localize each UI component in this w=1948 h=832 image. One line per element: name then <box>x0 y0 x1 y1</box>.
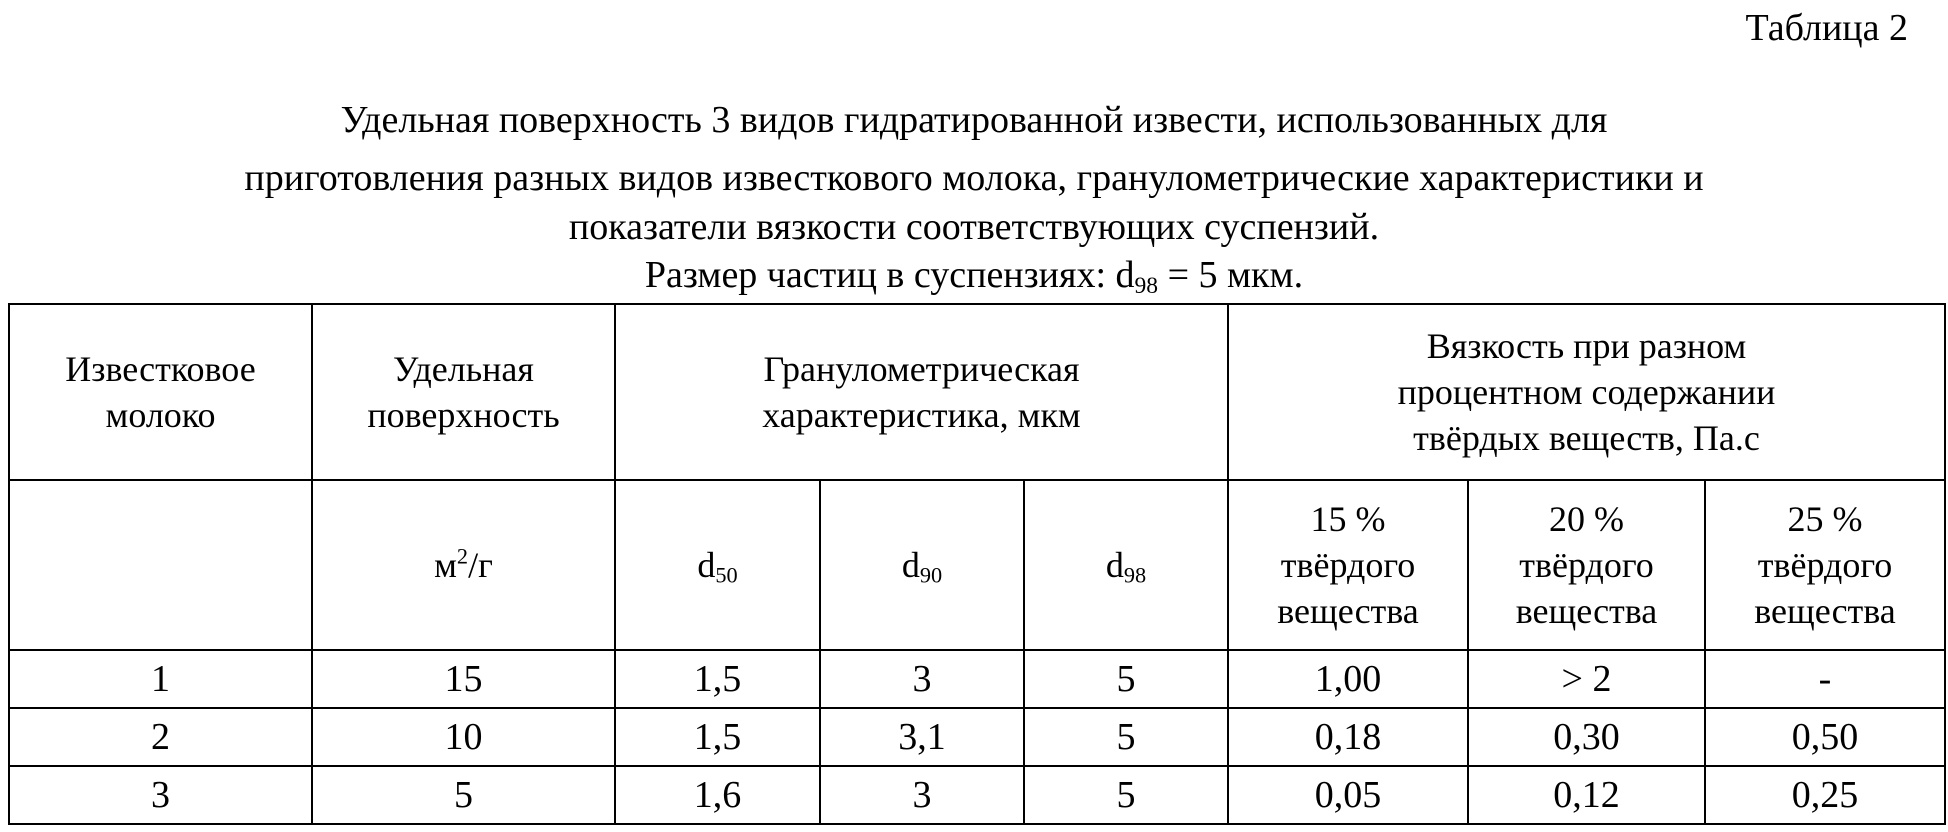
cell-milk: 3 <box>9 766 312 824</box>
header-row <box>9 304 1945 480</box>
cell-d98: 5 <box>1024 650 1228 708</box>
cell-v15: 0,05 <box>1228 766 1468 824</box>
subheader-row <box>9 480 1945 650</box>
v25-line-3: вещества <box>1754 591 1896 631</box>
caption-line-3: показатели вязкости соответствующих суспензий. <box>568 206 1380 248</box>
cell-milk: 2 <box>9 708 312 766</box>
table-row <box>9 766 1945 824</box>
subheader-surface-unit <box>312 480 615 650</box>
header-surface-line-1: Удельная <box>393 349 534 389</box>
caption-line-4-subscript: 98 <box>1134 272 1159 299</box>
subheader-milk-empty <box>9 480 312 650</box>
cell-d90: 3,1 <box>820 708 1024 766</box>
surface-unit-rest: /г <box>468 545 493 585</box>
header-granulometric <box>615 304 1228 480</box>
header-granulometric-line-2: характеристика, мкм <box>762 395 1081 435</box>
d50-subscript: 50 <box>715 562 738 588</box>
caption-line-4 <box>0 251 1948 299</box>
cell-v20: 0,12 <box>1468 766 1705 824</box>
header-viscosity-line-2: процентном содержании <box>1397 372 1776 412</box>
subheader-v20 <box>1468 480 1705 650</box>
header-surface <box>312 304 615 480</box>
header-viscosity-line-3: твёрдых веществ, Па.с <box>1413 418 1760 458</box>
subheader-v15 <box>1228 480 1468 650</box>
cell-surface: 15 <box>312 650 615 708</box>
table-label: Таблица 2 <box>1745 7 1908 49</box>
caption-line-1: Удельная поверхность 3 видов гидратированной извести, использованных для <box>340 99 1608 141</box>
data-table <box>8 303 1946 825</box>
caption-line-2: приготовления разных видов известкового молока, гранулометрические характеристики и <box>244 157 1704 199</box>
surface-unit-superscript: 2 <box>456 543 469 569</box>
cell-v20: 0,30 <box>1468 708 1705 766</box>
v25-line-2: твёрдого <box>1757 545 1893 585</box>
cell-d50: 1,5 <box>615 650 820 708</box>
subheader-d50 <box>615 480 820 650</box>
d98-symbol: d <box>1105 545 1124 585</box>
cell-surface: 5 <box>312 766 615 824</box>
v20-line-3: вещества <box>1515 591 1658 631</box>
cell-d50: 1,6 <box>615 766 820 824</box>
cell-v25: 0,50 <box>1705 708 1945 766</box>
v15-line-1: 15 % <box>1310 499 1386 539</box>
subheader-d90 <box>820 480 1024 650</box>
header-milk-line-1: Известковое <box>65 349 256 389</box>
header-viscosity-line-1: Вязкость при разном <box>1426 326 1747 366</box>
table-row <box>9 650 1945 708</box>
cell-d98: 5 <box>1024 766 1228 824</box>
subheader-v25 <box>1705 480 1945 650</box>
header-viscosity <box>1228 304 1945 480</box>
header-milk <box>9 304 312 480</box>
v15-line-3: вещества <box>1277 591 1419 631</box>
d90-subscript: 90 <box>919 562 943 588</box>
cell-v25: - <box>1705 650 1945 708</box>
surface-unit-base: м <box>434 545 457 585</box>
header-surface-line-2: поверхность <box>367 395 560 435</box>
cell-milk: 1 <box>9 650 312 708</box>
table-row <box>9 708 1945 766</box>
header-granulometric-line-1: Гранулометрическая <box>763 349 1080 389</box>
cell-v25: 0,25 <box>1705 766 1945 824</box>
d50-symbol: d <box>697 545 716 585</box>
cell-v15: 1,00 <box>1228 650 1468 708</box>
cell-surface: 10 <box>312 708 615 766</box>
cell-d90: 3 <box>820 766 1024 824</box>
cell-v15: 0,18 <box>1228 708 1468 766</box>
d90-symbol: d <box>901 545 920 585</box>
d98-subscript: 98 <box>1123 562 1147 588</box>
caption-line-4-prefix: Размер частиц в суспензиях: d <box>644 254 1135 296</box>
v15-line-2: твёрдого <box>1280 545 1416 585</box>
cell-d98: 5 <box>1024 708 1228 766</box>
cell-d90: 3 <box>820 650 1024 708</box>
subheader-d98 <box>1024 480 1228 650</box>
v20-line-1: 20 % <box>1549 499 1624 539</box>
caption-line-4-suffix: = 5 мкм. <box>1158 254 1304 296</box>
cell-d50: 1,5 <box>615 708 820 766</box>
header-milk-line-2: молоко <box>105 395 216 435</box>
cell-v20: > 2 <box>1468 650 1705 708</box>
v20-line-2: твёрдого <box>1519 545 1654 585</box>
v25-line-1: 25 % <box>1787 499 1863 539</box>
